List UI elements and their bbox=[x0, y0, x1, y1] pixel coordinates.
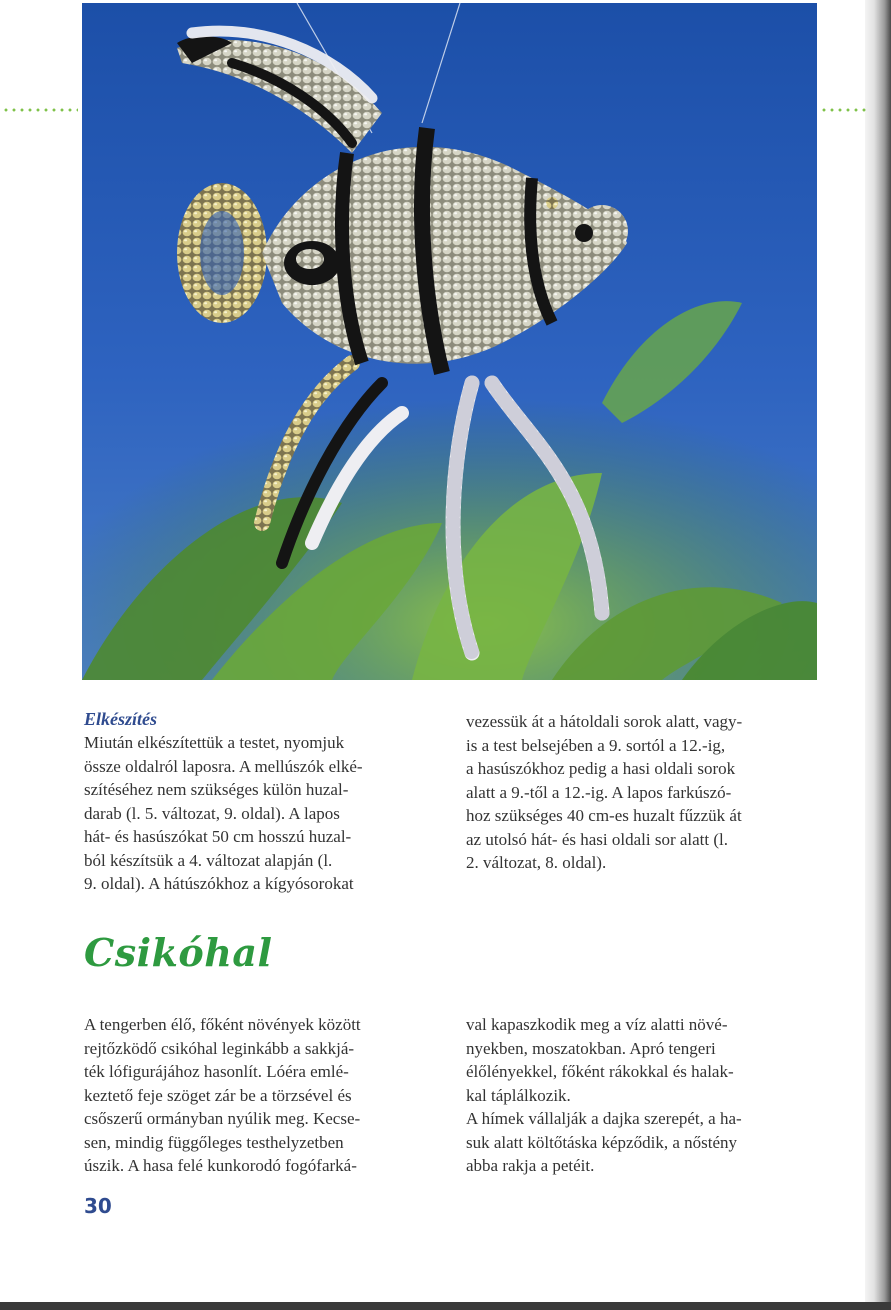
text-line: 9. oldal). A hátúszókhoz a kígyósorokat bbox=[84, 874, 354, 893]
section-heading: Elkészítés bbox=[84, 709, 158, 729]
text-line: A hímek vállalják a dajka szerepét, a ha- bbox=[466, 1109, 742, 1128]
text-line: nyekben, moszatokban. Apró tengeri bbox=[466, 1038, 716, 1058]
text-line: A tengerben élő, főként növények között bbox=[84, 1015, 361, 1034]
text-line: 2. változat, 8. oldal). bbox=[466, 853, 607, 872]
angelfish-photo bbox=[82, 3, 817, 680]
text-line: keztető feje szöget zár be a törzsével és bbox=[84, 1085, 352, 1105]
article-title: Csikóhal bbox=[84, 930, 273, 975]
text-line: suk alatt költőtáska képződik, a nőstény bbox=[466, 1132, 737, 1152]
page-number: 30 bbox=[84, 1194, 112, 1218]
text-line: csőszerű ormányban nyúlik meg. Kecse- bbox=[84, 1109, 361, 1128]
decorative-dotted-rule-left bbox=[2, 108, 78, 112]
text-line: úszik. A hasa felé kunkorodó fogófarká- bbox=[84, 1156, 357, 1175]
text-line: rejtőzködő csikóhal leginkább a sakkjá- bbox=[84, 1038, 355, 1058]
text-line: vezessük át a hátoldali sorok alatt, vagy- bbox=[466, 712, 743, 731]
decorative-dotted-rule-right bbox=[820, 108, 868, 112]
section2-left-column bbox=[84, 1013, 434, 1178]
text-line: hoz szükséges 40 cm-es huzalt fűzzük át bbox=[466, 806, 742, 825]
text-line: ból készítsük a 4. változat alapján (l. bbox=[84, 850, 333, 870]
page-bottom-edge bbox=[0, 1302, 891, 1310]
beaded-angelfish-illustration bbox=[82, 3, 817, 680]
text-line: kal táplálkozik. bbox=[466, 1085, 571, 1105]
text-line: abba rakja a petéit. bbox=[466, 1156, 595, 1175]
text-line: alatt a 9.-től a 12.-ig. A lapos farkúszó- bbox=[466, 782, 732, 802]
section1-left-column bbox=[84, 708, 434, 896]
text-line: hát- és hasúszókat 50 cm hosszú huzal- bbox=[84, 827, 352, 846]
section2-right-column bbox=[466, 1013, 816, 1178]
text-line: az utolsó hát- és hasi oldali sor alatt (l. bbox=[466, 829, 729, 849]
text-line: Miután elkészítettük a testet, nyomjuk bbox=[84, 733, 345, 752]
text-line: is a test belsejében a 9. sortól a 12.-ig, bbox=[466, 735, 726, 755]
text-line: ték lófigurájához hasonlít. Lóéra emlé- bbox=[84, 1062, 349, 1081]
text-line: élőlényekkel, főként rákokkal és halak- bbox=[466, 1062, 734, 1081]
text-line: val kapaszkodik meg a víz alatti növé- bbox=[466, 1015, 728, 1034]
text-line: össze oldalról laposra. A mellúszók elké- bbox=[84, 756, 363, 776]
section1-right-column bbox=[466, 710, 816, 875]
text-line: darab (l. 5. változat, 9. oldal). A lapos bbox=[84, 803, 340, 823]
text-line: sen, mindig függőleges testhelyzetben bbox=[84, 1132, 344, 1152]
text-line: a hasúszókhoz pedig a hasi oldali sorok bbox=[466, 759, 736, 778]
book-spine-shadow bbox=[865, 0, 891, 1310]
text-line: szítéséhez nem szükséges külön huzal- bbox=[84, 780, 349, 799]
